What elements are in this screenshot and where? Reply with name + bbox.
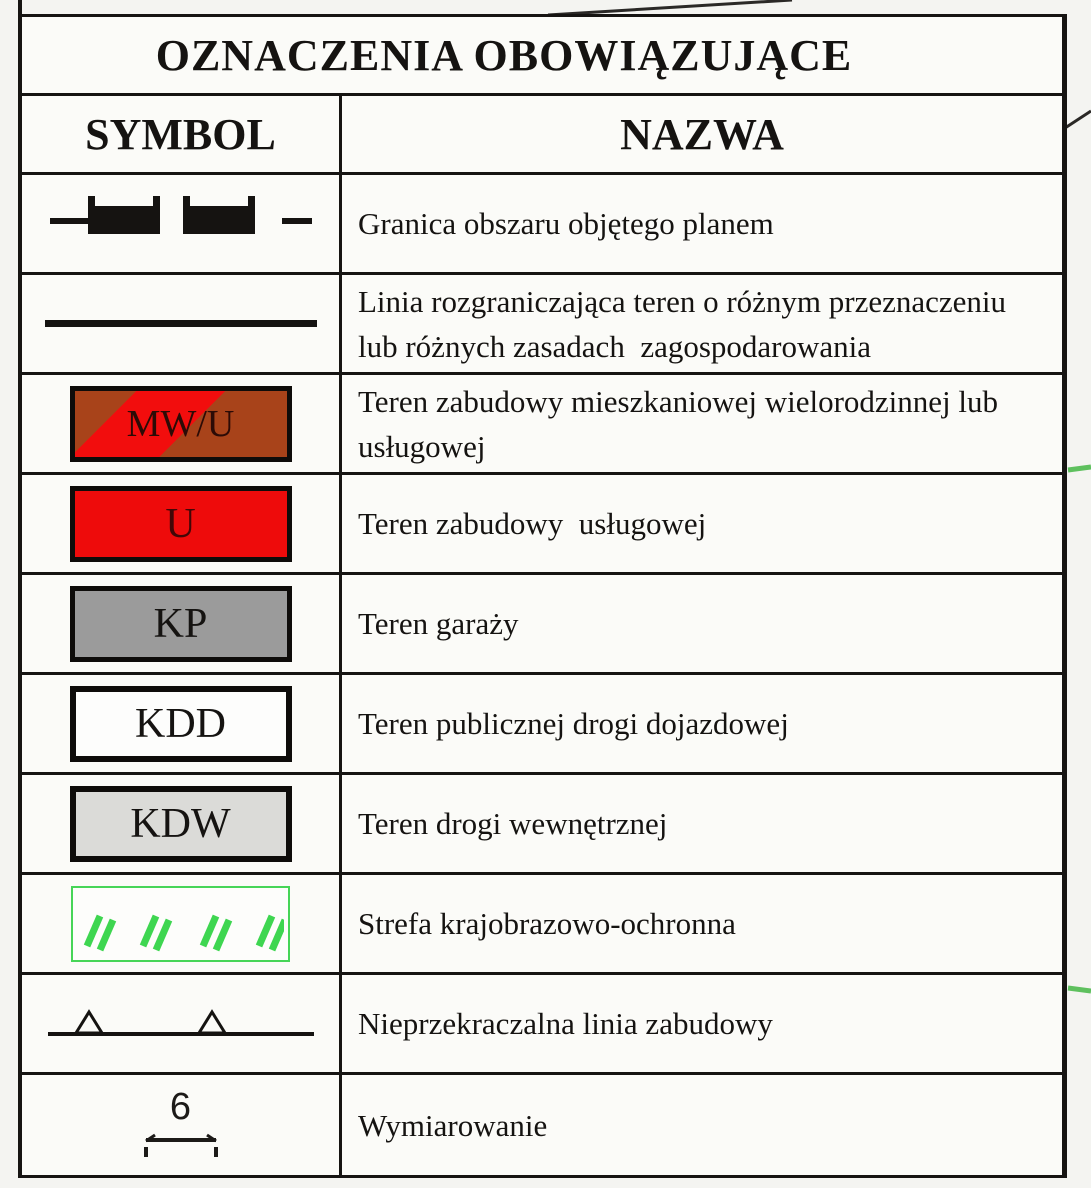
row-name: Teren drogi wewnętrznej <box>358 806 668 841</box>
name-cell <box>342 575 1062 672</box>
name-column-header: NAZWA <box>620 109 784 159</box>
symbol-cell <box>22 1075 342 1175</box>
u-area-swatch <box>70 486 292 562</box>
symbol-cell <box>22 475 342 572</box>
name-cell <box>342 475 1062 572</box>
legend-header-row <box>22 96 1062 175</box>
kdd-area-swatch <box>70 686 292 762</box>
row-name: Teren zabudowy usługowej <box>358 506 707 541</box>
legend-row-kdd <box>22 675 1062 775</box>
map-green-line-lower <box>1068 988 1091 991</box>
symbol-cell <box>22 975 342 1072</box>
symbol-cell <box>22 675 342 772</box>
kdw-area-swatch <box>70 786 292 862</box>
legend-row-dimensioning <box>22 1075 1062 1175</box>
mwu-area-swatch <box>70 386 292 462</box>
name-cell <box>342 975 1062 1072</box>
name-cell <box>342 875 1062 972</box>
name-cell <box>342 775 1062 872</box>
dividing-line-icon <box>45 320 317 327</box>
plan-boundary-line-icon <box>50 196 312 252</box>
row-name: Wymiarowanie <box>358 1107 548 1143</box>
legend-title-row <box>22 17 1062 96</box>
name-cell <box>342 175 1062 272</box>
symbol-cell <box>22 275 342 372</box>
swatch-label: U <box>165 500 196 547</box>
green-hatch-strokes <box>73 888 284 956</box>
symbol-cell <box>22 875 342 972</box>
legend-row-protection-zone <box>22 875 1062 975</box>
symbol-cell <box>22 575 342 672</box>
row-name: Granica obszaru objętego planem <box>358 206 774 241</box>
row-name: Teren garaży <box>358 606 519 641</box>
building-limit-line-icon <box>48 1004 314 1044</box>
row-name: Teren zabudowy mieszkaniowej wielorodzinnej lub usługowej <box>358 383 1006 464</box>
kp-area-swatch <box>70 586 292 662</box>
swatch-label: KP <box>153 600 208 647</box>
legend-row-building-limit <box>22 975 1062 1075</box>
map-diagonal-right-line <box>1065 111 1091 128</box>
green-hatch-zone-icon <box>71 886 290 962</box>
swatch-label: MW/U <box>126 402 235 445</box>
row-name: Nieprzekraczalna linia zabudowy <box>358 1006 773 1041</box>
row-name: Teren publicznej drogi dojazdowej <box>358 706 789 741</box>
name-cell <box>342 275 1062 372</box>
legend-row-kp <box>22 575 1062 675</box>
legend-row-mwu <box>22 375 1062 475</box>
legend-row-dividing-line <box>22 275 1062 375</box>
dimension-icon <box>126 1086 236 1160</box>
dimension-value: 6 <box>169 1086 192 1128</box>
swatch-label: KDD <box>135 700 226 747</box>
symbol-column-header: SYMBOL <box>22 96 342 172</box>
map-green-line-upper <box>1068 467 1091 470</box>
legend-row-plan-boundary <box>22 175 1062 275</box>
legend-title: OZNACZENIA OBOWIĄZUJĄCE <box>155 30 853 80</box>
dimension-line <box>126 1132 236 1160</box>
legend-table <box>18 14 1067 1178</box>
legend-row-u <box>22 475 1062 575</box>
symbol-cell <box>22 775 342 872</box>
row-name: Linia rozgraniczająca teren o różnym przeznaczeniu lub różnych zasadach zagospodarowania <box>358 283 1014 364</box>
swatch-label: KDW <box>130 800 231 847</box>
name-cell <box>342 675 1062 772</box>
legend-row-kdw <box>22 775 1062 875</box>
name-cell <box>342 375 1062 472</box>
name-cell <box>342 1075 1062 1175</box>
symbol-cell <box>22 375 342 472</box>
map-diagonal-top-line <box>548 0 792 15</box>
symbol-cell <box>22 175 342 272</box>
row-name: Strefa krajobrazowo-ochronna <box>358 906 736 941</box>
